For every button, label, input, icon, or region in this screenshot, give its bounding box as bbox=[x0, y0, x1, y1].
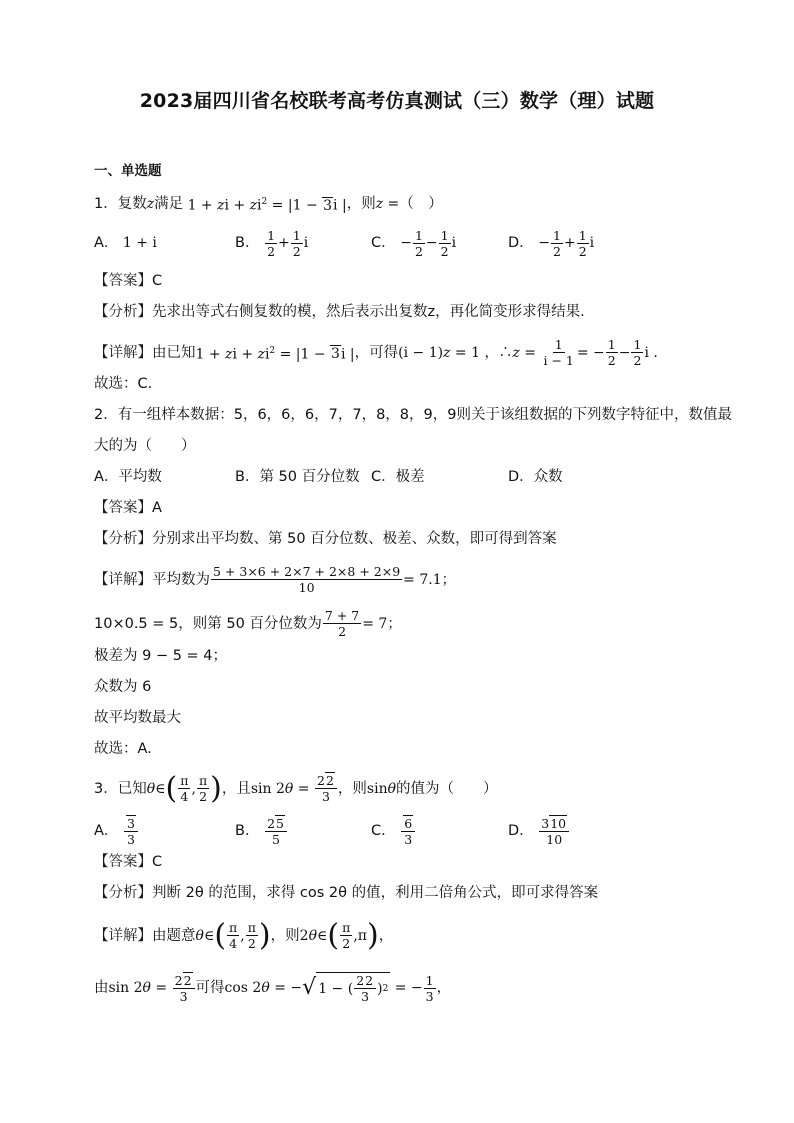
q2-median-line: 10×0.5 = 5，则第 50 百分位数为 $\frac{7 + 7}{2}$ = 7； bbox=[94, 608, 402, 639]
q3-detail: 【详解】 由题意 θ ∈ ( $\frac{\pi}{4}$ , $\frac{\pi}{2}$ ) ，则 2θ∈ ( $\frac{\pi}{2}$ ,π ) ， bbox=[94, 917, 394, 953]
q1-analysis: 【分析】 先求出等式右侧复数的模，然后表示出复数z，再化简变形求得结果. bbox=[94, 304, 585, 320]
q3-option-b: B． $\frac{25}{5}$ bbox=[235, 816, 288, 847]
q1-options bbox=[94, 227, 704, 259]
q2-detail: 【详解】 平均数为 $\frac{5 + 3\times 6 + 2\times 7 + 2\times 8 + 2\times 9}{10}$ = 7.1； bbox=[94, 564, 456, 595]
q1-option-b: B． $\frac{1}{2}$ + $\frac{1}{2}$ i bbox=[235, 227, 309, 259]
q1-detail: 【详解】 由已知 1 + zi + $zi^2 = |1 - 3i$ | ，可得 (i − 1)z = 1 ，∴z = $\frac{1}{i - 1}$ = − $\frac{1}{2}$ − $\frac{1}{2}$ i . bbox=[94, 337, 658, 368]
q3-cos-line: 由 sin 2θ = $\frac{22}{3}$ 可得 cos 2θ = − √ 1 − ( $\frac{22}{3}$ ) 2 = − $\frac{1}{3}$ ， bbox=[94, 972, 451, 1004]
q3-option-a: A． $\frac{3}{3}$ bbox=[94, 816, 139, 847]
page-title: 2023届四川省名校联考高考仿真测试（三）数学（理）试题 bbox=[139, 90, 655, 112]
q3-answer: 【答案】 C bbox=[94, 854, 163, 870]
q3-option-c: C． $\frac{6}{3}$ bbox=[371, 816, 416, 847]
q1-stem: 1．复数 z 满足 1 + zi + $zi^2 = |1 - 3i$ | ，则 z = （ ） bbox=[94, 195, 443, 214]
q2-choose: 故选： A. bbox=[94, 741, 152, 757]
q2-options bbox=[94, 466, 704, 488]
q2-conclusion-line: 故平均数最大 bbox=[94, 710, 181, 726]
q1-choose: 故选： C． bbox=[94, 376, 163, 392]
q1-option-c: C． − $\frac{1}{2}$ − $\frac{1}{2}$ i bbox=[371, 227, 457, 259]
q2-mode-line: 众数为 6 bbox=[94, 679, 152, 695]
q2-analysis: 【分析】 分别求出平均数、第 50 百分位数、极差、众数，即可得到答案 bbox=[94, 531, 557, 547]
q3-stem: 3．已知 θ ∈ ( $\frac{\pi}{4}$ , $\frac{\pi}{2}$ ) ，且 sin 2θ = $\frac{22}{3}$ ，则 sinθ 的值为（ ） bbox=[94, 770, 498, 806]
section-heading: 一、单选题 bbox=[94, 163, 162, 179]
q3-option-d: D． $\frac{310}{10}$ bbox=[508, 816, 570, 847]
q2-option-d: D．众数 bbox=[508, 469, 563, 485]
q3-options bbox=[94, 815, 704, 847]
q1-option-d: D． − $\frac{1}{2}$ + $\frac{1}{2}$ i bbox=[508, 227, 595, 259]
q2-option-a: A．平均数 bbox=[94, 469, 162, 485]
q1-option-a: A． 1 + i bbox=[94, 235, 157, 251]
q2-stem-line1: 2．有一组样本数据：5，6，6，6，7，7，8，8，9，9则关于该组数据的下列数字特征中，数值最 bbox=[94, 407, 732, 423]
q2-option-b: B．第 50 百分位数 bbox=[235, 469, 360, 485]
q2-range-line: 极差为 9 − 5 = 4； bbox=[94, 648, 228, 664]
q2-answer: 【答案】 A bbox=[94, 500, 162, 516]
q2-option-c: C．极差 bbox=[371, 469, 425, 485]
q1-answer: 【答案】 C bbox=[94, 273, 163, 289]
q2-stem-line2: 大的为（ ） bbox=[94, 438, 196, 454]
q3-analysis: 【分析】 判断 2θ 的范围，求得 cos 2θ 的值，利用二倍角公式，即可求得答案 bbox=[94, 885, 599, 901]
